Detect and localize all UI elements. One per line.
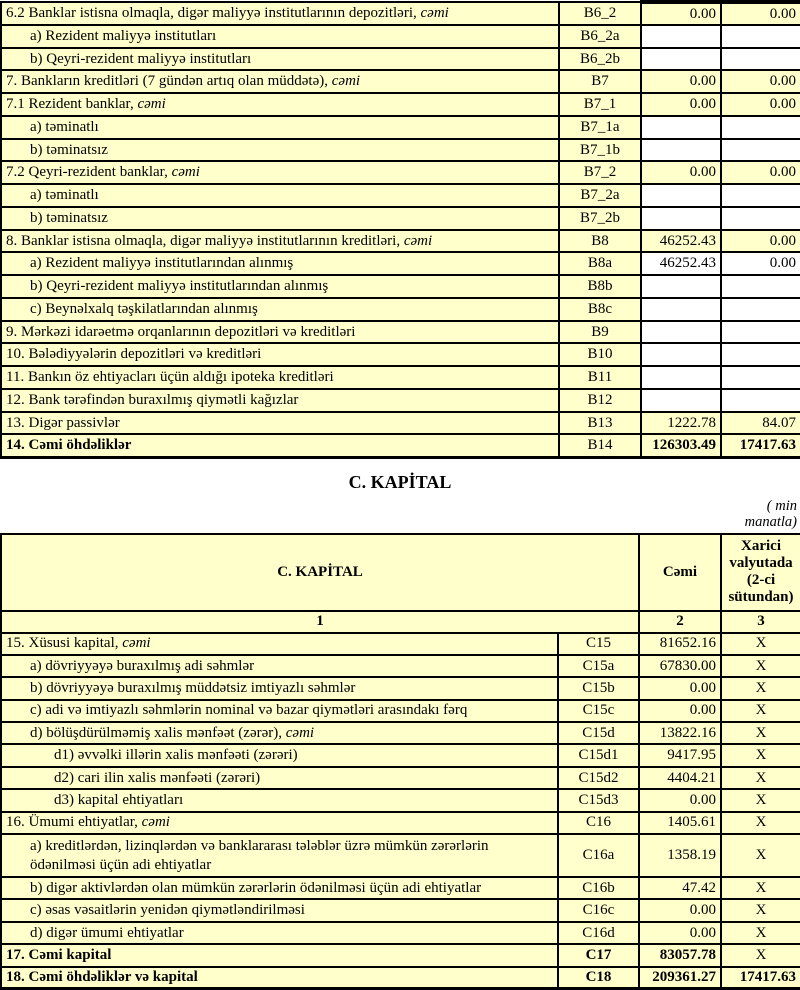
value-cell: 0.00 xyxy=(641,2,721,25)
column-number-1: 1 xyxy=(1,611,639,633)
row-label xyxy=(1,343,559,366)
table-row xyxy=(1,343,800,366)
row-label-text: a) Rezident maliyyə institutlarından alınmış xyxy=(30,255,293,271)
table-row xyxy=(1,48,800,71)
row-label-text: c) əsas vəsaitlərin yenidən qiymətləndirilməsi xyxy=(30,902,305,918)
section-c-title: C. KAPİTAL xyxy=(0,472,800,493)
value-input-cell[interactable] xyxy=(641,389,721,412)
value-cell: 0.00 xyxy=(721,161,800,184)
value-cell: 17417.63 xyxy=(721,434,800,457)
value-not-applicable-cell: X xyxy=(721,767,800,789)
row-label xyxy=(1,366,559,389)
row-label-text: 7. Bankların kreditləri (7 gündən artıq olan müddətə), xyxy=(6,73,332,89)
value-input-cell[interactable]: 46252.43 xyxy=(641,252,721,275)
table-row xyxy=(1,812,800,834)
row-label xyxy=(1,967,558,989)
value-not-applicable-cell: X xyxy=(721,722,800,744)
value-input-cell[interactable] xyxy=(721,366,800,389)
row-code: C15d2 xyxy=(558,767,639,789)
row-label-text: 9. Mərkəzi idarəetmə orqanlarının depozitləri və kreditləri xyxy=(6,324,355,340)
value-cell: 0.00 xyxy=(641,93,721,116)
value-input-cell[interactable] xyxy=(641,275,721,298)
value-cell: 81652.16 xyxy=(639,633,721,655)
value-not-applicable-cell: X xyxy=(721,834,800,877)
value-not-applicable-cell: X xyxy=(721,944,800,966)
row-label-text: 17. Cəmi kapital xyxy=(6,947,111,963)
value-input-cell[interactable] xyxy=(721,48,800,71)
row-label-text: a) kreditlərdən, lizinqlərdən və banklararası tələblər üzrə mümkün zərərlərin ödənilməsi üçün adi ehtiyatlar xyxy=(30,838,489,873)
row-label-text: a) təminatlı xyxy=(30,187,99,203)
row-label xyxy=(1,922,558,944)
row-label-text: 12. Bank tərəfindən buraxılmış qiymətli kağızlar xyxy=(6,392,298,408)
row-label-text: b) Qeyri-rezident maliyyə institutlarından alınmış xyxy=(30,278,328,294)
row-label xyxy=(1,389,559,412)
table-row xyxy=(1,412,800,435)
value-input-cell[interactable] xyxy=(721,298,800,321)
row-label xyxy=(1,230,559,253)
row-code: B10 xyxy=(559,343,641,366)
value-not-applicable-cell: X xyxy=(721,677,800,699)
value-not-applicable-cell: X xyxy=(721,812,800,834)
row-label xyxy=(1,677,558,699)
row-label xyxy=(1,633,558,655)
value-not-applicable-cell: X xyxy=(721,922,800,944)
row-label xyxy=(1,161,559,184)
row-label-text: a) Rezident maliyyə institutları xyxy=(30,28,216,44)
row-label xyxy=(1,116,559,139)
header-section-label: C. KAPİTAL xyxy=(1,534,639,611)
row-label-text: 10. Bələdiyyələrin depozitləri və kreditləri xyxy=(6,346,261,362)
value-input-cell[interactable] xyxy=(721,343,800,366)
row-label-italic-suffix: cəmi xyxy=(404,233,432,249)
value-cell: 17417.63 xyxy=(721,967,800,989)
table-row xyxy=(1,922,800,944)
value-input-cell[interactable] xyxy=(641,184,721,207)
value-cell: 47.42 xyxy=(639,877,721,899)
row-code: B9 xyxy=(559,321,641,344)
row-label-text: a) təminatlı xyxy=(30,119,99,135)
row-label xyxy=(1,722,558,744)
value-input-cell[interactable] xyxy=(721,389,800,412)
value-cell: 1222.78 xyxy=(641,412,721,435)
value-cell: 83057.78 xyxy=(639,944,721,966)
row-label-text: d) bölüşdürülməmiş xalis mənfəət (zərər), xyxy=(30,725,286,741)
row-code: C15d xyxy=(558,722,639,744)
value-cell: 0.00 xyxy=(641,70,721,93)
value-cell: 0.00 xyxy=(639,677,721,699)
row-label-text: 14. Cəmi öhdəliklər xyxy=(6,437,131,453)
row-label-italic-suffix: cəmi xyxy=(421,5,449,21)
table-row xyxy=(1,767,800,789)
table-row xyxy=(1,321,800,344)
row-label-text: d) digər ümumi ehtiyatlar xyxy=(30,925,184,941)
value-cell: 1358.19 xyxy=(639,834,721,877)
row-label-italic-suffix: cəmi xyxy=(332,73,360,89)
row-code: C15 xyxy=(558,633,639,655)
row-label-italic-suffix: cəmi xyxy=(286,725,314,741)
row-label xyxy=(1,812,558,834)
unit-note-line1: ( min xyxy=(0,498,797,514)
row-code: B6_2b xyxy=(559,48,641,71)
value-cell: 0.00 xyxy=(641,161,721,184)
value-cell: 0.00 xyxy=(639,700,721,722)
row-label xyxy=(1,944,558,966)
row-label-text: b) dövriyyəyə buraxılmış müddətsiz imtiyazlı səhmlər xyxy=(30,680,355,696)
value-input-cell[interactable] xyxy=(641,343,721,366)
header-fx-column: Xarici valyutada (2-ci sütundan) xyxy=(721,534,800,611)
value-not-applicable-cell: X xyxy=(721,877,800,899)
table-row xyxy=(1,834,800,877)
row-label xyxy=(1,139,559,162)
row-label xyxy=(1,789,558,811)
value-cell: 84.07 xyxy=(721,412,800,435)
row-label xyxy=(1,207,559,230)
value-input-cell[interactable] xyxy=(641,321,721,344)
row-label xyxy=(1,25,559,48)
row-label xyxy=(1,767,558,789)
value-input-cell[interactable] xyxy=(641,207,721,230)
column-number-row xyxy=(1,611,800,633)
value-input-cell[interactable] xyxy=(641,48,721,71)
row-label xyxy=(1,321,559,344)
row-code: C16 xyxy=(558,812,639,834)
value-not-applicable-cell: X xyxy=(721,744,800,766)
value-input-cell[interactable] xyxy=(641,25,721,48)
row-code: B11 xyxy=(559,366,641,389)
value-not-applicable-cell: X xyxy=(721,700,800,722)
value-cell: 13822.16 xyxy=(639,722,721,744)
value-cell: 209361.27 xyxy=(639,967,721,989)
capital-table-header xyxy=(1,534,800,611)
table-row xyxy=(1,722,800,744)
row-label-text: c) adi və imtiyazlı səhmlərin nominal və bazar qiymətləri arasındakı fərq xyxy=(30,702,467,718)
table-row xyxy=(1,744,800,766)
row-label xyxy=(1,412,559,435)
table-row xyxy=(1,139,800,162)
table-row xyxy=(1,633,800,655)
row-code: B8b xyxy=(559,275,641,298)
table-row xyxy=(1,366,800,389)
row-code: C18 xyxy=(558,967,639,989)
value-input-cell[interactable] xyxy=(721,139,800,162)
row-label xyxy=(1,744,558,766)
row-label xyxy=(1,877,558,899)
value-input-cell[interactable] xyxy=(641,366,721,389)
table-row xyxy=(1,389,800,412)
row-label-text: 7.1 Rezident banklar, xyxy=(6,96,137,112)
value-input-cell[interactable] xyxy=(721,25,800,48)
table-row xyxy=(1,655,800,677)
row-code: B7_1a xyxy=(559,116,641,139)
value-cell: 67830.00 xyxy=(639,655,721,677)
value-cell: 0.00 xyxy=(721,93,800,116)
row-label xyxy=(1,70,559,93)
row-label xyxy=(1,899,558,921)
row-code: C15c xyxy=(558,700,639,722)
table-row xyxy=(1,700,800,722)
value-input-cell[interactable] xyxy=(641,139,721,162)
row-label-text: b) digər aktivlərdən olan mümkün zərərlərin ödənilməsi üçün adi ehtiyatlar xyxy=(30,880,481,896)
value-cell: 0.00 xyxy=(639,789,721,811)
row-label-text: d1) əvvəlki illərin xalis mənfəəti (zərəri) xyxy=(54,747,298,763)
header-total-column: Cəmi xyxy=(639,534,721,611)
row-label xyxy=(1,48,559,71)
row-label-text: 13. Digər passivlər xyxy=(6,415,120,431)
row-label-text: b) təminatsız xyxy=(30,210,108,226)
table-row xyxy=(1,275,800,298)
capital-table xyxy=(0,533,800,990)
unit-note-line2: manatla) xyxy=(0,514,797,530)
row-code: C16a xyxy=(558,834,639,877)
row-code: B13 xyxy=(559,412,641,435)
value-cell: 46252.43 xyxy=(641,230,721,253)
table-row xyxy=(1,252,800,275)
table-row xyxy=(1,93,800,116)
row-code: B8c xyxy=(559,298,641,321)
row-label xyxy=(1,298,559,321)
row-label-text: 15. Xüsusi kapital, xyxy=(6,635,122,651)
row-code: C16d xyxy=(558,922,639,944)
row-label-italic-suffix: cəmi xyxy=(122,635,150,651)
table-row xyxy=(1,161,800,184)
row-code: B7_2a xyxy=(559,184,641,207)
row-label xyxy=(1,434,559,457)
table-row xyxy=(1,184,800,207)
unit-note xyxy=(0,498,800,530)
table-row xyxy=(1,70,800,93)
row-label-text: 16. Ümumi ehtiyatlar, xyxy=(6,814,142,830)
value-cell: 0.00 xyxy=(721,230,800,253)
row-code: B8 xyxy=(559,230,641,253)
row-label-text: 8. Banklar istisna olmaqla, digər maliyyə institutlarının kreditləri, xyxy=(6,233,404,249)
row-label-text: a) dövriyyəyə buraxılmış adi səhmlər xyxy=(30,658,254,674)
value-input-cell[interactable] xyxy=(721,321,800,344)
row-label-text: 7.2 Qeyri-rezident banklar, xyxy=(6,164,172,180)
table-row xyxy=(1,789,800,811)
row-label xyxy=(1,834,558,877)
table-row xyxy=(1,25,800,48)
value-input-cell[interactable] xyxy=(721,275,800,298)
column-number-2: 2 xyxy=(639,611,721,633)
row-code: B12 xyxy=(559,389,641,412)
value-not-applicable-cell: X xyxy=(721,633,800,655)
row-label-text: 6.2 Banklar istisna olmaqla, digər maliyyə institutlarının depozitləri, xyxy=(6,5,421,21)
row-code: B14 xyxy=(559,434,641,457)
table-row xyxy=(1,2,800,25)
value-not-applicable-cell: X xyxy=(721,899,800,921)
table-row xyxy=(1,899,800,921)
row-code: B7_1b xyxy=(559,139,641,162)
value-cell: 1405.61 xyxy=(639,812,721,834)
row-label-italic-suffix: cəmi xyxy=(137,96,165,112)
row-label-italic-suffix: cəmi xyxy=(172,164,200,180)
column-number-3: 3 xyxy=(721,611,800,633)
row-label xyxy=(1,252,559,275)
row-code: C17 xyxy=(558,944,639,966)
value-input-cell[interactable]: 0.00 xyxy=(721,252,800,275)
row-label-text: d2) cari ilin xalis mənfəəti (zərəri) xyxy=(54,770,260,786)
row-label-text: b) təminatsız xyxy=(30,142,108,158)
table-row xyxy=(1,116,800,139)
row-label xyxy=(1,700,558,722)
value-input-cell[interactable] xyxy=(721,116,800,139)
table-row xyxy=(1,298,800,321)
row-code: B7_2b xyxy=(559,207,641,230)
value-input-cell[interactable] xyxy=(721,207,800,230)
row-code: C15a xyxy=(558,655,639,677)
row-code: C15b xyxy=(558,677,639,699)
table-row xyxy=(1,230,800,253)
value-cell: 9417.95 xyxy=(639,744,721,766)
table-row xyxy=(1,677,800,699)
liabilities-table xyxy=(0,0,800,459)
value-input-cell[interactable] xyxy=(641,298,721,321)
row-code: B8a xyxy=(559,252,641,275)
value-cell: 126303.49 xyxy=(641,434,721,457)
value-cell: 0.00 xyxy=(721,70,800,93)
row-code: C16c xyxy=(558,899,639,921)
row-label xyxy=(1,2,559,25)
row-label-text: 11. Bankın öz ehtiyacları üçün aldığı ipoteka kreditləri xyxy=(6,369,334,385)
row-label xyxy=(1,184,559,207)
value-not-applicable-cell: X xyxy=(721,655,800,677)
table-row xyxy=(1,434,800,457)
row-code: C15d3 xyxy=(558,789,639,811)
value-not-applicable-cell: X xyxy=(721,789,800,811)
row-label xyxy=(1,93,559,116)
table-row xyxy=(1,967,800,989)
row-label-text: c) Beynəlxalq təşkilatlarından alınmış xyxy=(30,301,258,317)
row-code: B6_2 xyxy=(559,2,641,25)
row-code: C16b xyxy=(558,877,639,899)
value-cell: 4404.21 xyxy=(639,767,721,789)
value-input-cell[interactable] xyxy=(721,184,800,207)
row-code: C15d1 xyxy=(558,744,639,766)
value-cell: 0.00 xyxy=(639,922,721,944)
row-label-italic-suffix: cəmi xyxy=(142,814,170,830)
row-label xyxy=(1,655,558,677)
row-label-text: b) Qeyri-rezident maliyyə institutları xyxy=(30,51,251,67)
row-code: B6_2a xyxy=(559,25,641,48)
row-code: B7 xyxy=(559,70,641,93)
row-label xyxy=(1,275,559,298)
table-row xyxy=(1,877,800,899)
row-label-text: d3) kapital ehtiyatları xyxy=(54,792,183,808)
row-code: B7_1 xyxy=(559,93,641,116)
value-input-cell[interactable] xyxy=(641,116,721,139)
row-label-text: 18. Cəmi öhdəliklər və kapital xyxy=(6,969,198,985)
row-code: B7_2 xyxy=(559,161,641,184)
value-cell: 0.00 xyxy=(639,899,721,921)
value-cell: 0.00 xyxy=(721,2,800,25)
table-row xyxy=(1,207,800,230)
table-row xyxy=(1,944,800,966)
